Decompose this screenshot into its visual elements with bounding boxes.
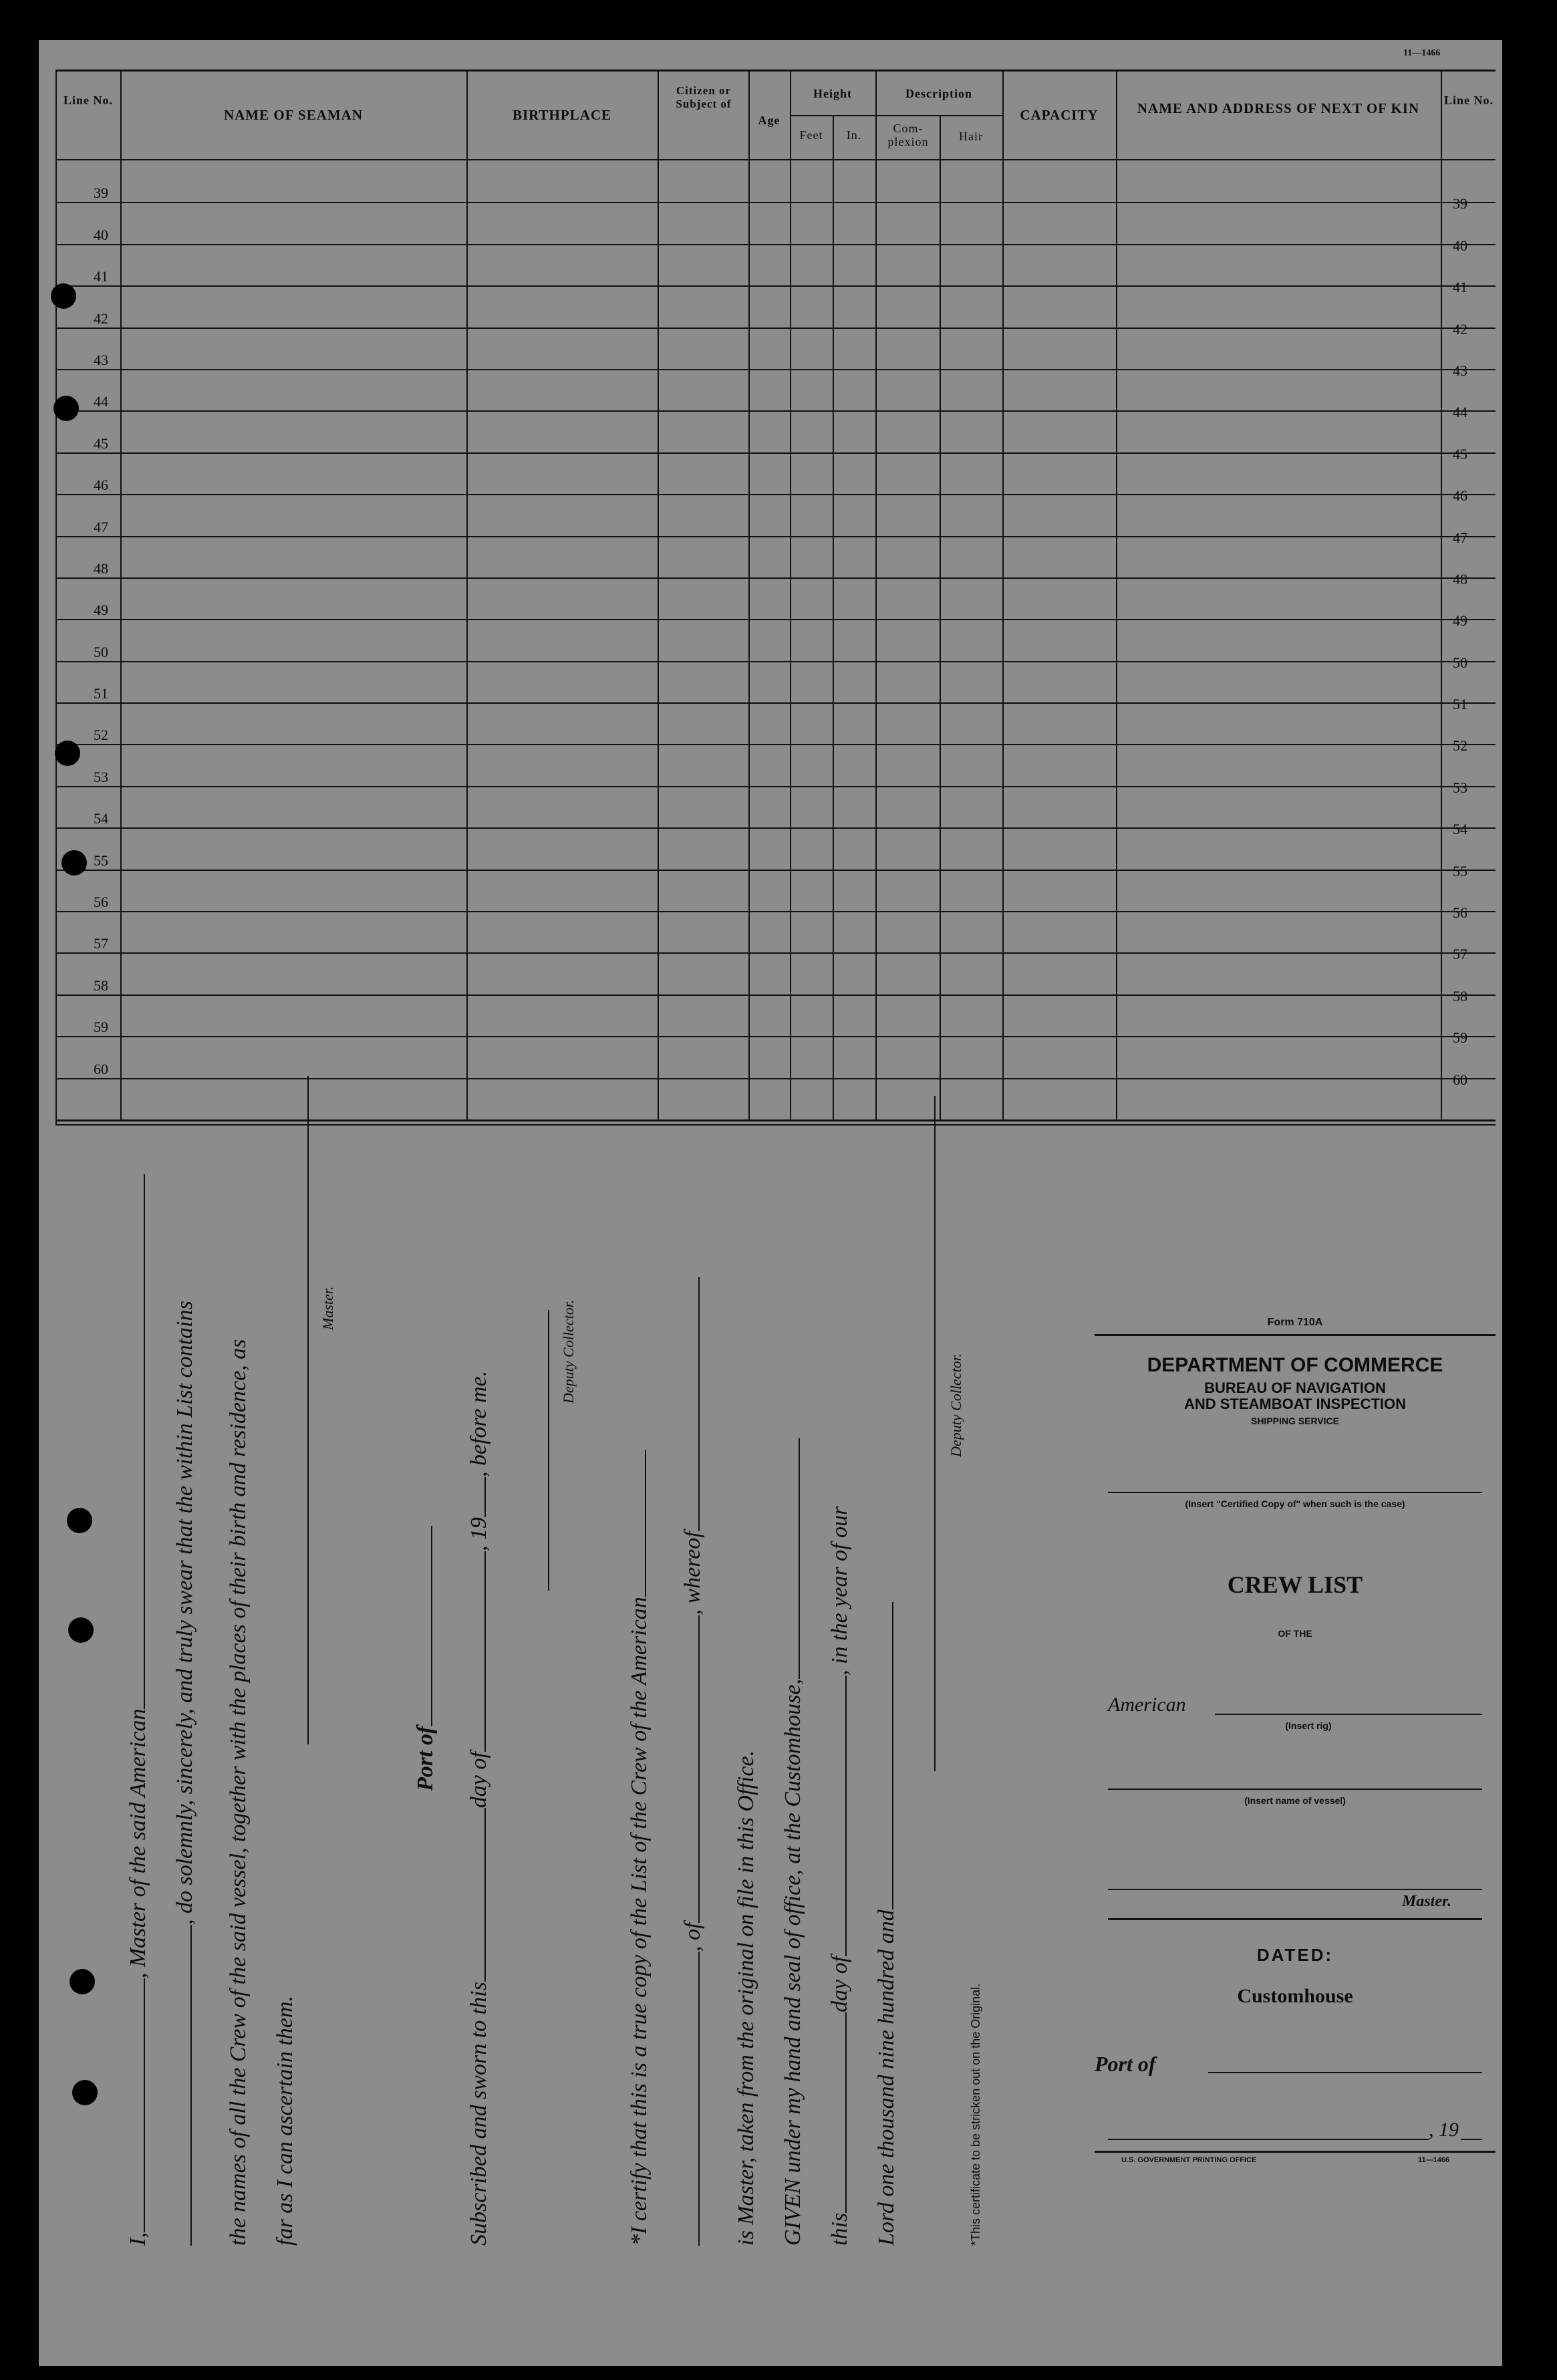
row-number-left: 51 (94, 685, 108, 702)
cover-code: 11—1466 (1418, 2156, 1450, 2164)
punch-hole (61, 850, 87, 876)
cover-of-the: OF THE (1278, 1628, 1312, 1639)
punch-hole (53, 396, 79, 421)
header-description: Description (905, 87, 972, 100)
header-next-of-kin: NAME AND ADDRESS OF NEXT OF KIN (1137, 100, 1420, 116)
table-row[interactable] (55, 661, 1496, 662)
row-number-right: 44 (1453, 404, 1467, 421)
table-row[interactable] (55, 285, 1496, 287)
cover-vessel-blank[interactable] (1108, 1789, 1482, 1790)
punch-hole (55, 741, 80, 766)
row-number-right: 51 (1453, 696, 1467, 713)
oath-deputy-label: Deputy Collector. (560, 1299, 577, 1404)
row-number-left: 43 (94, 351, 108, 368)
form-code-top: 11—1466 (1403, 48, 1441, 58)
certify-deputy-label: Deputy Collector. (948, 1353, 964, 1457)
certify-line-4 (781, 1438, 806, 2246)
cover-19: , 19 (1429, 2119, 1459, 2141)
cover-insert-rig: (Insert rig) (1285, 1720, 1332, 1731)
row-number-left: 41 (94, 268, 108, 285)
row-number-right: 50 (1453, 654, 1467, 671)
cover-port-blank[interactable] (1208, 2072, 1482, 2073)
col-divider-citizen (748, 70, 750, 1121)
cover-customhouse: Customhouse (1237, 1985, 1353, 2007)
header-inches: In. (846, 128, 862, 142)
cover-rule-top (1095, 1334, 1496, 1336)
table-row[interactable] (55, 536, 1496, 537)
row-number-right: 53 (1453, 779, 1467, 796)
header-height: Height (813, 87, 852, 100)
cover-printer: U.S. GOVERNMENT PRINTING OFFICE (1121, 2156, 1257, 2164)
certify-day-of-text: day of (827, 1956, 852, 2012)
oath-line-2 (172, 1301, 198, 2246)
table-row[interactable] (55, 202, 1496, 203)
row-number-right: 59 (1453, 1029, 1467, 1047)
certify-lord-text: Lord one thousand nine hundred and (874, 1909, 899, 2246)
row-number-left: 39 (94, 184, 108, 202)
row-number-right: 45 (1453, 445, 1467, 462)
certify-given-text: GIVEN under my hand and seal of office, at the Customhouse, (781, 1678, 805, 2246)
certify-port-blank[interactable] (698, 1615, 700, 1923)
table-left-border (55, 70, 57, 1124)
table-row[interactable] (55, 327, 1496, 329)
row-number-left: 46 (94, 477, 108, 494)
punch-hole (72, 2080, 98, 2105)
cover-master-label: Master. (1402, 1893, 1452, 1910)
header-feet: Feet (799, 128, 823, 142)
cover-rule-mid (1108, 1918, 1482, 1920)
certify-line-6 (874, 1602, 899, 2246)
certify-vessel-name-blank[interactable] (698, 1952, 700, 2246)
certify-year-of-our-text: , in the year of our (827, 1506, 852, 1676)
certify-line-3 (734, 1750, 759, 2246)
row-number-right: 60 (1453, 1071, 1467, 1088)
col-divider-nextkin (1441, 70, 1442, 1121)
header-hair: Hair (959, 130, 983, 143)
col-divider-description (1002, 70, 1004, 1121)
cover-insert-certified: (Insert "Certified Copy of" when such is the case) (1185, 1498, 1405, 1509)
row-number-left: 42 (94, 309, 108, 327)
header-line-no: Line No. (63, 94, 113, 107)
cover-port-of: Port of (1095, 2052, 1156, 2076)
certify-line-5 (827, 1506, 853, 2246)
row-number-right: 39 (1453, 195, 1467, 213)
oath-ascertain-text: far as I can ascertain them. (273, 1996, 297, 2246)
vessel-name-blank[interactable] (144, 1174, 145, 1709)
oath-i: I, (126, 2232, 150, 2246)
cover-form-number: Form 710A (1267, 1317, 1323, 1328)
col-divider-name (466, 70, 468, 1121)
row-number-left: 50 (94, 643, 108, 660)
table-row[interactable] (55, 827, 1496, 829)
row-number-left: 40 (94, 226, 108, 243)
table-row[interactable] (55, 452, 1496, 454)
cover-bureau-1: BUREAU OF NAVIGATION (1204, 1379, 1386, 1396)
oath-line-3 (226, 1339, 251, 2246)
oath-master-of-american: , Master of the said American (126, 1708, 150, 1979)
before-me-text: , before me. (466, 1370, 491, 1478)
row-number-right: 43 (1453, 362, 1467, 379)
punch-hole (69, 1969, 95, 1994)
table-bottom-rule-2 (55, 1124, 1496, 1126)
table-row[interactable] (55, 702, 1496, 704)
cover-american: American (1108, 1694, 1186, 1716)
cover-department: DEPARTMENT OF COMMERCE (1147, 1354, 1443, 1376)
cover-dated: DATED: (1256, 1945, 1334, 1965)
cover-bureau-2: AND STEAMBOAT INSPECTION (1183, 1396, 1407, 1412)
subheader-rule (790, 115, 1002, 116)
header-bottom-rule (55, 159, 1496, 160)
col-divider-capacity (1116, 70, 1117, 1121)
oath-master-label: Master. (319, 1286, 336, 1330)
row-number-right: 57 (1453, 946, 1467, 963)
cover-date-blank[interactable] (1108, 2139, 1429, 2140)
header-capacity: CAPACITY (1020, 107, 1099, 123)
table-row[interactable] (55, 1078, 1496, 1079)
row-number-left: 59 (94, 1019, 108, 1036)
oath-names-text: the names of all the Crew of the said vessel, together with the places of their birth and residence, as (226, 1339, 251, 2246)
customhouse-blank[interactable] (799, 1438, 800, 1679)
cover-rule-bottom (1095, 2151, 1496, 2153)
master-name-blank[interactable] (144, 1978, 145, 2232)
certify-year-blank[interactable] (892, 1602, 893, 1909)
row-number-left: 44 (94, 393, 108, 410)
table-row[interactable] (55, 494, 1496, 495)
row-number-right: 40 (1453, 237, 1467, 254)
row-number-left: 56 (94, 894, 108, 911)
certify-master-blank[interactable] (698, 1277, 700, 1531)
certify-this-text: this (827, 2212, 852, 2246)
header-complexion: Com- plexion (887, 122, 929, 148)
deputy-signature-line[interactable] (548, 1310, 549, 1591)
oath-blank[interactable] (190, 1925, 192, 2246)
row-number-right: 48 (1453, 570, 1467, 587)
cover-rig-blank[interactable] (1215, 1714, 1482, 1715)
table-row[interactable] (55, 744, 1496, 745)
certify-vessel-blank[interactable] (645, 1450, 646, 1597)
cover-service: SHIPPING SERVICE (1250, 1416, 1339, 1426)
certify-day-blank[interactable] (845, 2012, 847, 2213)
cover-title: CREW LIST (1227, 1571, 1363, 1598)
month-blank[interactable] (484, 1551, 486, 1752)
table-row[interactable] (55, 369, 1496, 370)
table-bottom-rule (55, 1119, 1496, 1121)
row-number-left: 58 (94, 976, 108, 994)
punch-hole (68, 1617, 94, 1643)
day-of-text: day of (466, 1752, 491, 1809)
col-divider-height (875, 70, 877, 1121)
certify-line-1 (627, 1450, 652, 2246)
oath-swear-text: , do solemnly, sincerely, and truly swear that the within List contains (172, 1301, 197, 1925)
header-line-no-right: Line No. (1443, 94, 1494, 107)
certify-deputy-signature-line[interactable] (934, 1096, 936, 1771)
certify-whereof-text: , whereof (680, 1531, 705, 1615)
cover-year-blank[interactable] (1461, 2139, 1482, 2140)
row-number-left: 48 (94, 559, 108, 577)
row-number-right: 56 (1453, 904, 1467, 922)
certify-original-text: is Master, taken from the original on file in this Office. (734, 1750, 758, 2246)
year-blank[interactable] (484, 1477, 486, 1517)
row-number-left: 49 (94, 602, 108, 619)
port-blank[interactable] (431, 1526, 432, 1726)
col-divider-birthplace (658, 70, 659, 1121)
row-number-right: 47 (1453, 529, 1467, 546)
certify-line-2 (680, 1277, 706, 2246)
header-citizen: Citizen or Subject of (676, 84, 732, 110)
table-row[interactable] (55, 870, 1496, 871)
table-row[interactable] (55, 577, 1496, 579)
certify-text: *I certify that this is a true copy of the List of the Crew of the American (627, 1597, 652, 2246)
oath-line-1 (126, 1174, 151, 2246)
certify-footnote: *This certificate to be stricken out on the Original. (969, 1983, 982, 2246)
header-age: Age (758, 114, 781, 127)
table-row[interactable] (55, 911, 1496, 912)
row-number-right: 52 (1453, 737, 1467, 755)
header-name-of-seaman: NAME OF SEAMAN (223, 107, 364, 123)
row-number-right: 58 (1453, 987, 1467, 1005)
row-number-right: 54 (1453, 821, 1467, 838)
row-number-right: 41 (1453, 279, 1467, 296)
table-top-rule (55, 70, 1496, 72)
row-number-left: 53 (94, 768, 108, 785)
punch-hole (67, 1508, 92, 1533)
row-number-left: 60 (94, 1060, 108, 1077)
oath-subscribed-line (466, 1371, 492, 2246)
table-row[interactable] (55, 952, 1496, 954)
year-19-text: , 19 (466, 1517, 491, 1552)
crew-list-sheet (39, 40, 1502, 2366)
cover-master-blank[interactable] (1108, 1889, 1482, 1890)
row-number-right: 49 (1453, 612, 1467, 630)
table-row[interactable] (55, 244, 1496, 245)
table-row[interactable] (55, 1036, 1496, 1037)
table-row[interactable] (55, 995, 1496, 996)
row-number-left: 45 (94, 434, 108, 452)
row-number-right: 46 (1453, 487, 1467, 505)
row-number-right: 42 (1453, 320, 1467, 338)
header-birthplace: BIRTHPLACE (512, 107, 612, 123)
col-divider-age (790, 70, 791, 1121)
row-number-right: 55 (1453, 862, 1467, 880)
punch-hole (51, 283, 76, 309)
cover-insert-name: (Insert name of vessel) (1244, 1795, 1346, 1806)
certify-of-text: , of (680, 1922, 705, 1952)
master-signature-line[interactable] (307, 1076, 309, 1744)
row-number-left: 47 (94, 518, 108, 535)
row-number-left: 57 (94, 935, 108, 952)
oath-line-4 (273, 1996, 298, 2246)
day-blank[interactable] (484, 1808, 486, 1982)
row-number-left: 55 (94, 851, 108, 869)
table-row[interactable] (55, 410, 1496, 412)
cover-certified-blank[interactable] (1108, 1492, 1482, 1493)
certify-month-blank[interactable] (845, 1676, 847, 1956)
row-number-left: 52 (94, 726, 108, 744)
subscribed-text: Subscribed and sworn to this (466, 1982, 491, 2246)
table-row[interactable] (55, 619, 1496, 620)
table-row[interactable] (55, 786, 1496, 787)
row-number-left: 54 (94, 810, 108, 827)
oath-port-of: Port of (413, 1526, 438, 1791)
